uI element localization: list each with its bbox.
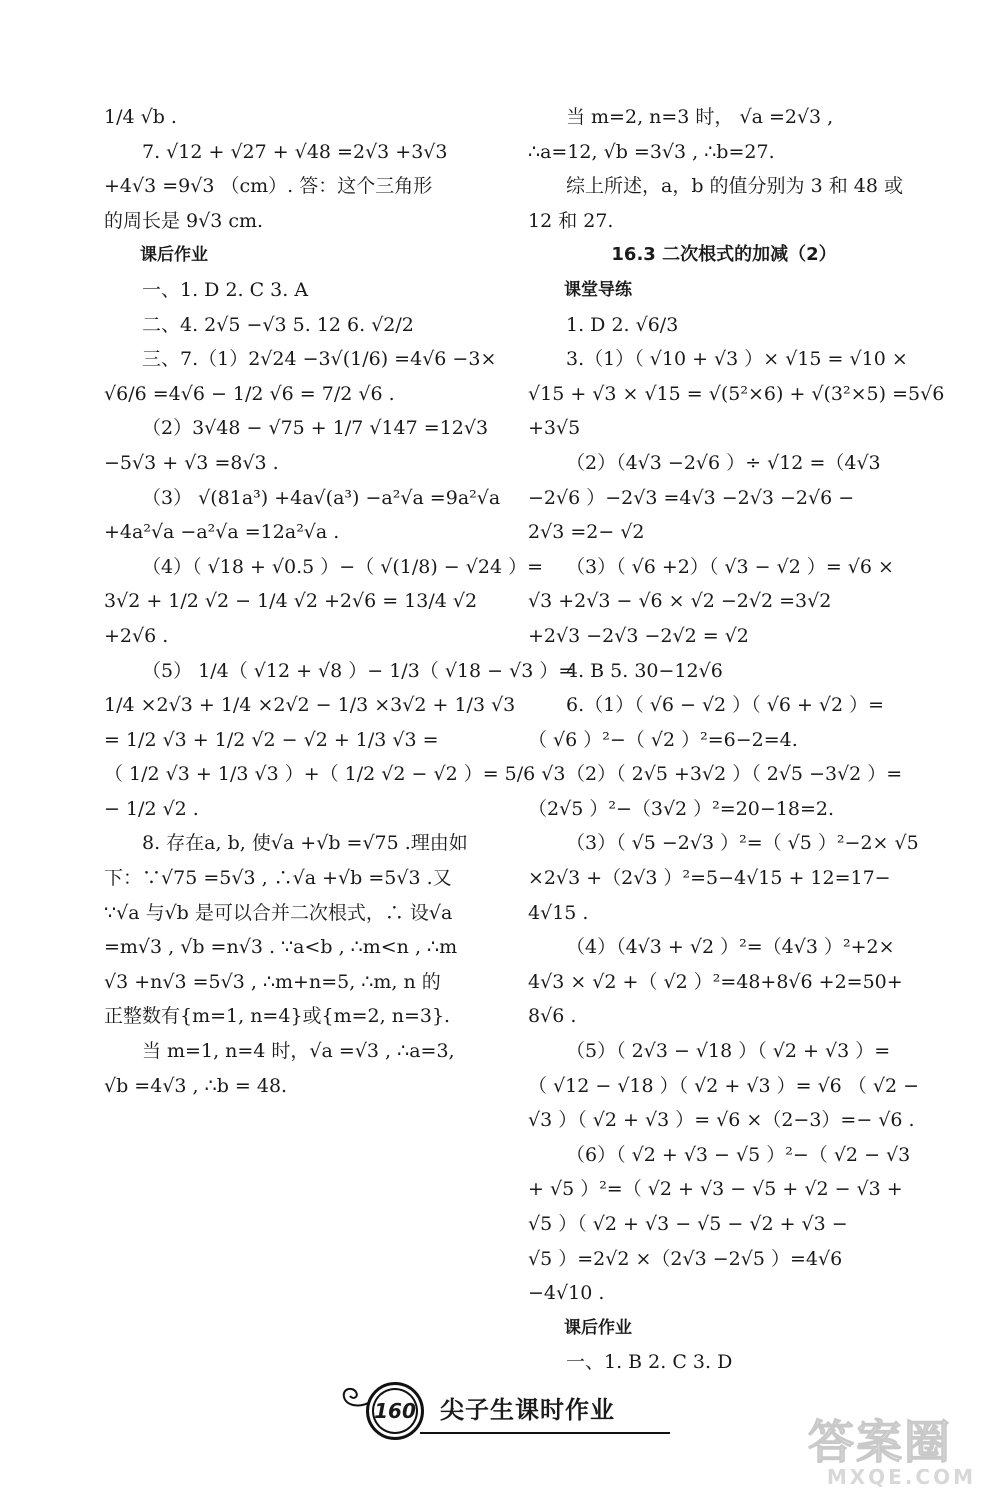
text-line: √3 +n√3 =5√3 , ∴m+n=5, ∴m, n 的 <box>104 970 441 993</box>
text-line: 一、1. D 2. C 3. A <box>142 278 309 301</box>
watermark-url: MXQE.COM <box>826 1465 976 1489</box>
text-line: √b =4√3 , ∴b = 48. <box>104 1074 288 1097</box>
text-line: （5）（ 2√3 − √18 ）（ √2 + √3 ）= <box>566 1040 891 1063</box>
footer-divider <box>420 1432 670 1434</box>
text-line: ∵√a 与√b 是可以合并二次根式，∴ 设√a <box>104 901 453 924</box>
text-line: √3 +2√3 − √6 × √2 −2√2 =3√2 <box>528 590 832 613</box>
text-line: −5√3 + √3 =8√3 . <box>104 451 279 474</box>
text-line: 当 m=2, n=3 时， √a =2√3 , <box>566 106 834 128</box>
text-line: = 1/2 √3 + 1/2 √2 − √2 + 1/3 √3 = <box>104 728 439 751</box>
text-line: 8√6 . <box>528 1005 577 1028</box>
text-line: √15 + √3 × √15 = √(5²×6) + √(3²×5) =5√6 <box>528 382 945 405</box>
section-title: 16.3 二次根式的加减（2） <box>611 244 837 266</box>
page-number: 160 <box>374 1399 416 1423</box>
watermark-logo <box>808 1415 988 1498</box>
text-line: 4. B 5. 30−12√6 <box>566 659 723 682</box>
text-line: 12 和 27. <box>528 209 614 232</box>
text-line: 3.（1）（ √10 + √3 ）× √15 = √10 × <box>566 348 908 371</box>
text-line: 一、1. B 2. C 3. D <box>566 1351 733 1374</box>
text-line: √3 ）（ √2 + √3 ）= √6 ×（2−3）=− √6 . <box>528 1109 915 1132</box>
section-heading: 课后作业 <box>564 1317 632 1338</box>
text-line: 2√3 =2− √2 <box>528 521 645 544</box>
text-line: （5） 1/4（ √12 + √8 ）− 1/3（ √18 − √3 ）= <box>142 659 575 682</box>
page-number-badge <box>366 1382 424 1440</box>
text-line: （3）（ √6 +2）（ √3 − √2 ）= √6 × <box>566 555 894 578</box>
text-line: 正整数有{m=1, n=4}或{m=2, n=3}. <box>104 1005 451 1028</box>
right-column <box>528 100 945 1380</box>
text-line: 当 m=1, n=4 时，√a =√3 , ∴a=3, <box>142 1040 455 1063</box>
text-line: （4）（ √18 + √0.5 ）−（ √(1/8) − √24 ）= <box>142 555 543 578</box>
book-title: 尖子生课时作业 <box>440 1396 615 1424</box>
text-line: +4a²√a −a²√a =12a²√a . <box>104 521 340 544</box>
text-line: 综上所述，a，b 的值分别为 3 和 48 或 <box>566 175 903 198</box>
text-line: 二、4. 2√5 −√3 5. 12 6. √2/2 <box>142 313 414 336</box>
text-line: + √5 ）²=（ √2 + √3 − √5 + √2 − √3 + <box>528 1178 903 1201</box>
text-line: √5 ）（ √2 + √3 − √5 − √2 + √3 − <box>528 1213 848 1235</box>
text-line: （3）（ √5 −2√3 ）²=（ √5 ）²−2× √5 <box>566 832 919 855</box>
page-footer <box>340 1378 740 1448</box>
text-line: （ 1/2 √3 + 1/3 √3 ）+（ 1/2 √2 − √2 ）= 5/6 √3 <box>104 763 566 786</box>
text-line: （4）（4√3 + √2 ）²=（4√3 ）²+2× <box>566 936 895 959</box>
text-line: 三、7.（1）2√24 −3√(1/6) =4√6 −3× <box>142 348 497 371</box>
text-line: 7. √12 + √27 + √48 =2√3 +3√3 <box>142 140 448 163</box>
text-line: （2）3√48 − √75 + 1/7 √147 =12√3 <box>142 417 489 440</box>
text-line: √6/6 =4√6 − 1/2 √6 = 7/2 √6 . <box>104 382 395 405</box>
text-line: − 1/2 √2 . <box>104 797 199 820</box>
text-line: （ √6 ）²−（ √2 ）²=6−2=4. <box>528 728 798 751</box>
text-line: 6.（1）（ √6 − √2 ）（ √6 + √2 ）= <box>566 694 885 717</box>
text-line: =m√3 , √b =n√3 . ∵a<b , ∴m<n , ∴m <box>104 936 458 959</box>
text-line: ×2√3 +（2√3 ）²=5−4√15 + 12=17− <box>528 867 891 890</box>
section-heading: 课后作业 <box>140 245 208 266</box>
text-line: √5 ）=2√2 ×（2√3 −2√5 ）=4√6 <box>528 1247 843 1270</box>
text-line: −2√6 ）−2√3 =4√3 −2√3 −2√6 − <box>528 486 855 509</box>
text-line: 4√3 × √2 +（ √2 ）²=48+8√6 +2=50+ <box>528 970 903 993</box>
text-line: （2）（ 2√5 +3√2 ）（ 2√5 −3√2 ）= <box>566 763 903 786</box>
text-line: +2√6 . <box>104 624 169 647</box>
section-heading: 课堂导练 <box>564 279 632 300</box>
watermark-logo-text: 答案圈 <box>808 1415 952 1469</box>
text-line: （3） √(81a³) +4a√(a³) −a²√a =9a²√a <box>142 486 501 509</box>
text-line: （ √12 − √18 ）（ √2 + √3 ）= √6 （ √2 − <box>528 1074 920 1097</box>
text-line: 4√15 . <box>528 901 589 924</box>
text-line: 3√2 + 1/2 √2 − 1/4 √2 +2√6 = 13/4 √2 <box>104 590 478 613</box>
text-line: −4√10 . <box>528 1282 605 1305</box>
text-line: 8. 存在a, b, 使√a +√b =√75 .理由如 <box>142 832 468 855</box>
text-line: +4√3 =9√3 （cm）. 答：这个三角形 <box>104 175 433 198</box>
text-line: +2√3 −2√3 −2√2 = √2 <box>528 624 749 647</box>
text-line: 1. D 2. √6/3 <box>566 313 679 336</box>
text-line: （2√5 ）²−（3√2 ）²=20−18=2. <box>528 797 835 820</box>
text-line: 下：∵√75 =5√3 , ∴√a +√b =5√3 .又 <box>104 867 452 890</box>
text-line: 1/4 √b . <box>104 106 177 128</box>
text-line: （2）（4√3 −2√6 ）÷ √12 =（4√3 <box>566 451 881 474</box>
text-line: +3√5 <box>528 417 581 440</box>
text-line: ∴a=12, √b =3√3 , ∴b=27. <box>528 140 775 163</box>
text-line: （6）（ √2 + √3 − √5 ）²−（ √2 − √3 <box>566 1143 911 1166</box>
text-line: 1/4 ×2√3 + 1/4 ×2√2 − 1/3 ×3√2 + 1/3 √3 <box>104 694 516 717</box>
text-line: 的周长是 9√3 cm. <box>104 209 264 232</box>
